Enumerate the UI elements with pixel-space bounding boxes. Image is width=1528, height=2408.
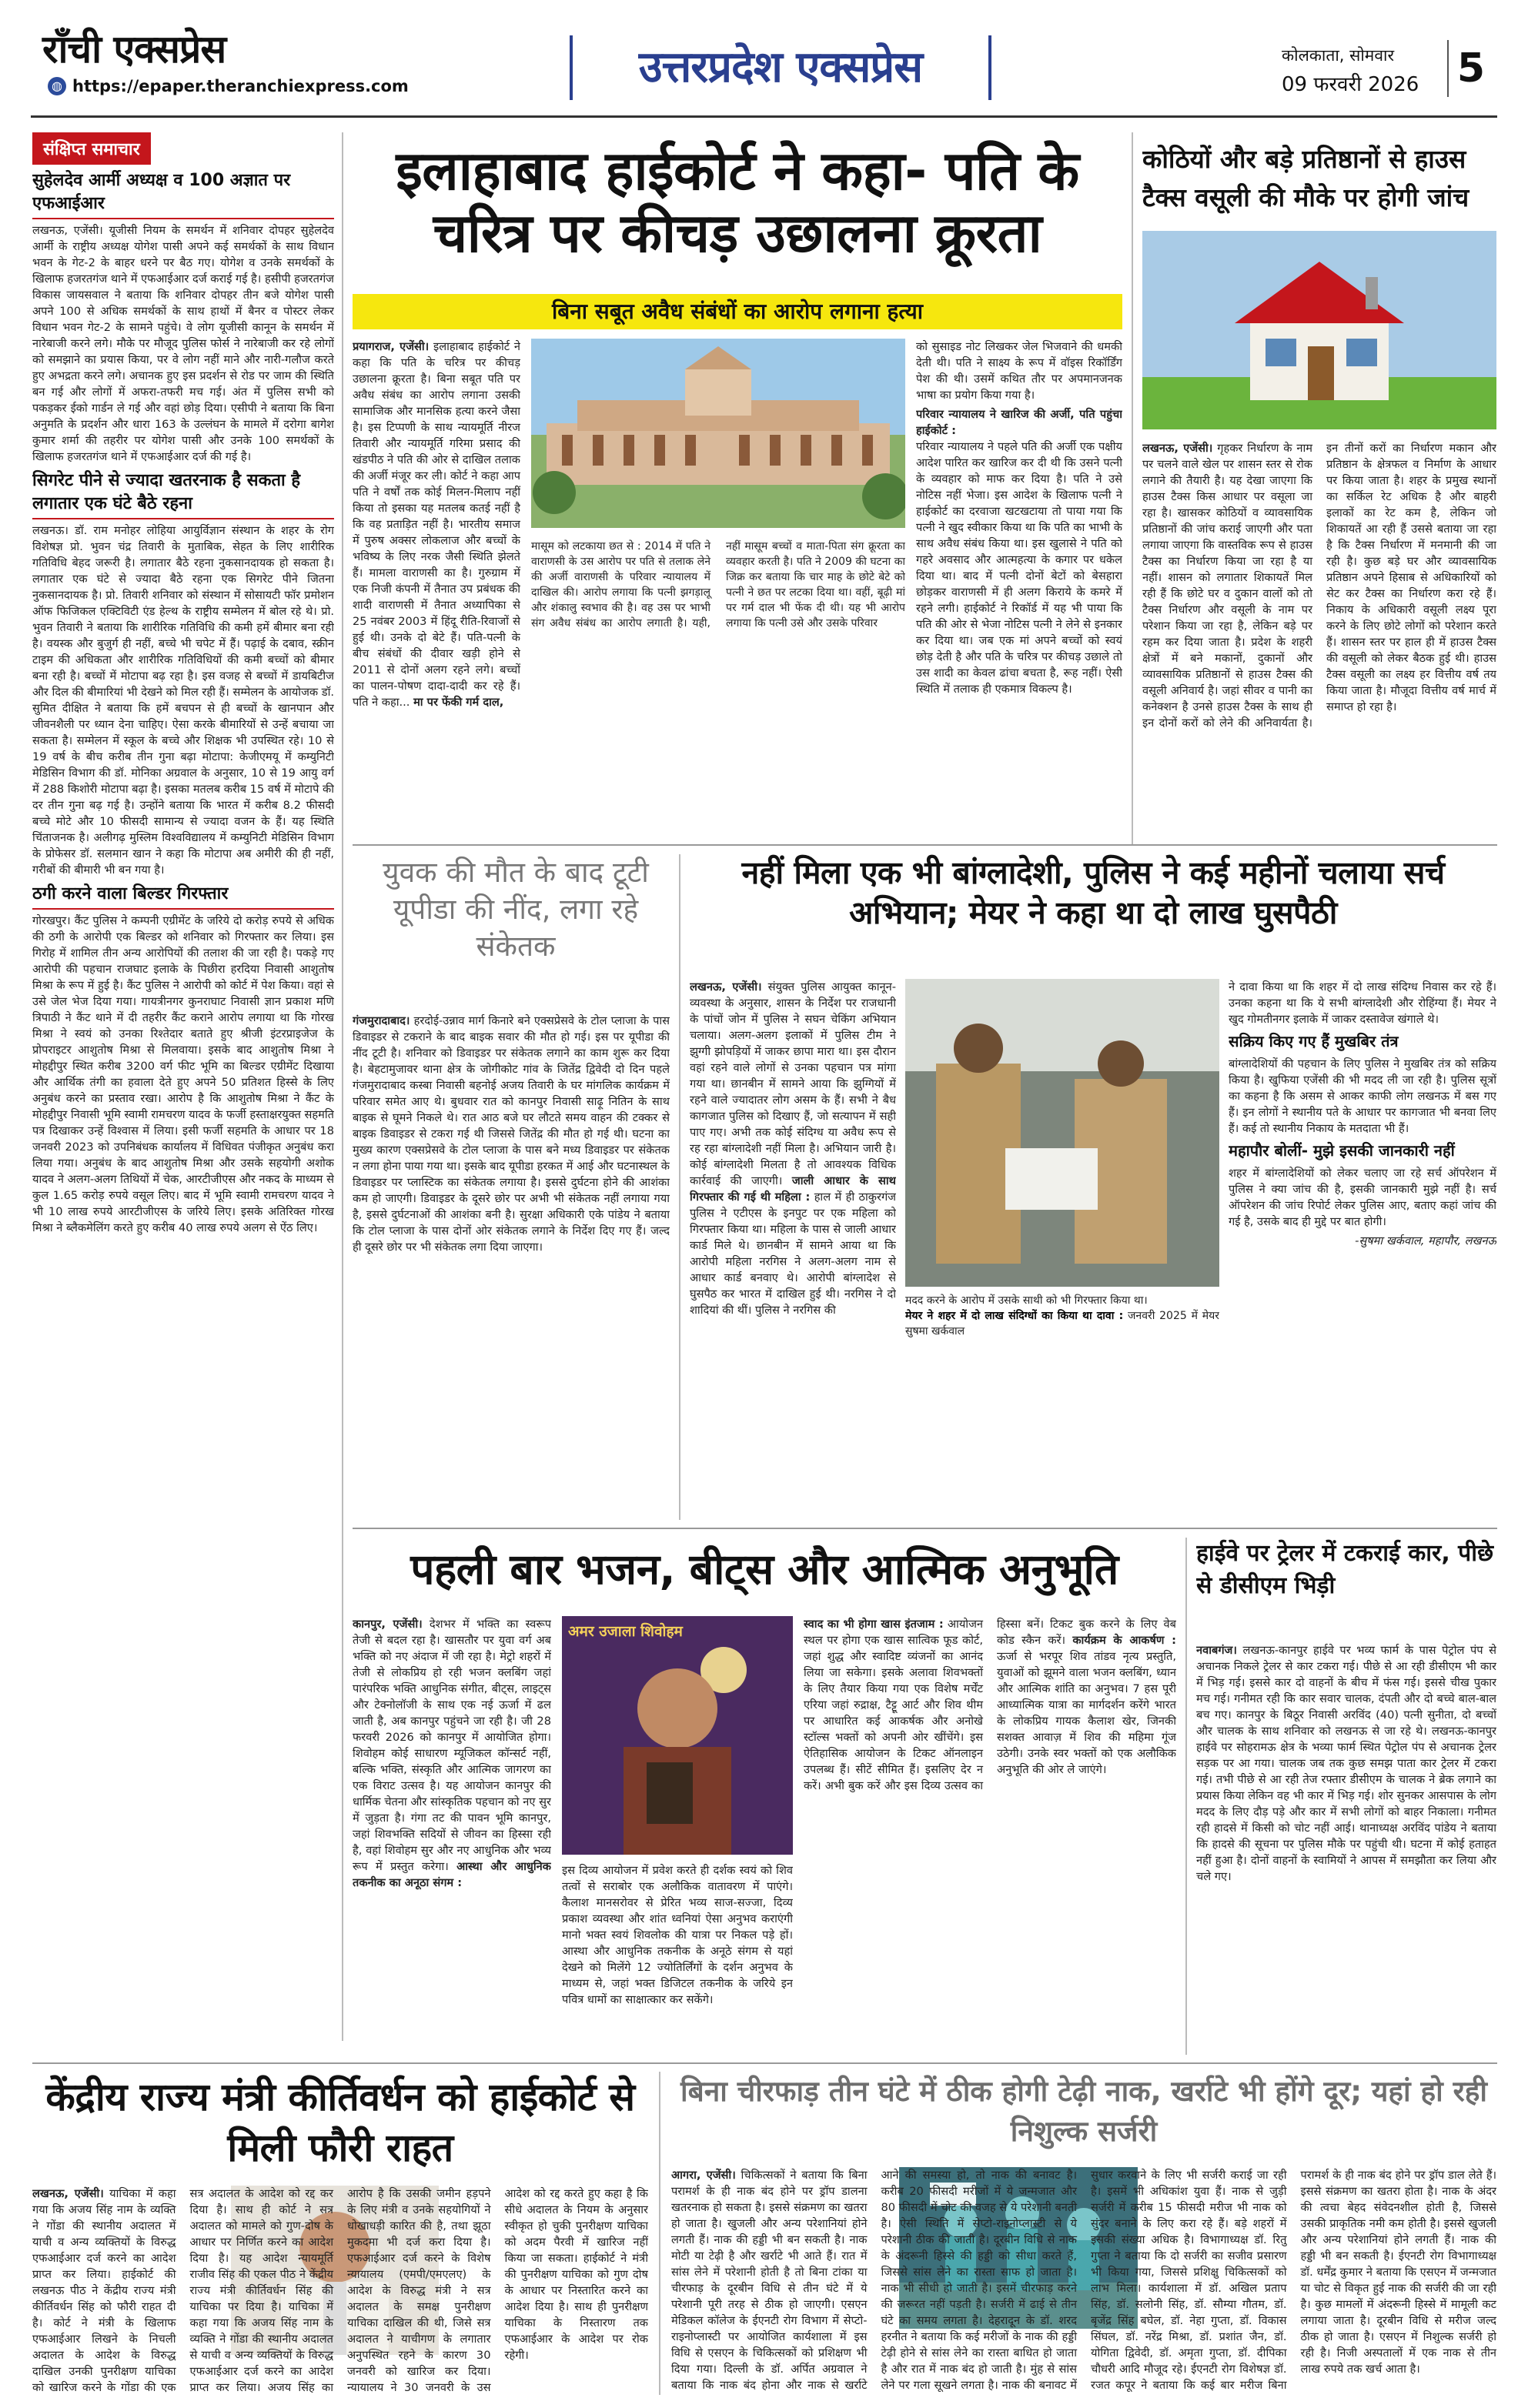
minister-body	[32, 2186, 648, 2401]
minister-divider	[659, 2072, 660, 2395]
brief-2-body: लखनऊ। डॉ. राम मनोहर लोहिया आयुर्विज्ञान संस्थान के शहर के रोग विशेषज्ञ प्रो. भुवन चंद्र तिवारी के मुताबिक, सेहत के लिए शारीरिक गतिविधि बेहद जरूरी है। लगातार बैठे रहना नुकसानदायक हो सकता है। लगातार एक घंटे से ज्यादा बैठे रहना एक सिगरेट पीने जितना नुकसानदायक है। प्रो. तिवारी शनिवार को संस्थान में सोसायटी फॉर प्रमोशन ऑफ फिजिकल एक्टिविटी एंड हेल्थ के राष्ट्रीय सम्मेलन में बोल रहे थे। प्रो. भुवन तिवारी ने बताया कि शारीरिक गतिविधि की कमी हमें बीमार बना रही है। वयस्क और बुजुर्ग ही नहीं, बच्चे भी चपेट में हैं। पढ़ाई के दबाव, स्क्रीन टाइम की अधिकता और शारीरिक गतिविधियों की कमी बच्चों को बीमार बना रही है। बच्चों में मोटापा बढ़ रहा है। इस वजह से बच्चों में डायबिटीज और दिल की बीमारियां भी देखने को मिल रही हैं। सम्मेलन के आयोजक डॉ. सुमित दीक्षित ने बताया कि हमें बचपन से ही बच्चों के खानपान और जीवनशैली पर ध्यान देना चाहिए। ऐसा करके बीमारियों से उन्हें बचाया जा सकता है। सम्मेलन में स्कूल के बच्चे और शिक्षक भी उपस्थित रहे। 10 से 19 वर्ष के बीच करीब तीन गुना बढ़ा मोटापा: केजीएमयू में कम्युनिटी मेडिसिन विभाग की डॉ. मोनिका अग्रवाल के अनुसार, 10 से 19 आयु वर्ग में 288 किशोरी मोटापा बढ़ा है। इसका मतलब करीब 15 वर्ष में मोटापे की दर तीन गुना बढ़ गई है। उन्होंने बताया कि भारत में करीब 8.2 फीसदी बच्चे मोटे और 10 फीसदी सामान्य से ज्यादा वजन के हैं। यह स्थिति चिंताजनक है। अलीगढ़ मुस्लिम विश्वविद्यालय में कम्युनिटी मेडिसिन विभाग के प्रोफेसर डॉ. सलमान खान ने कहा कि मोटापा अब अमीरी की ही नहीं, गरीबों की बीमारी भी बन गया है।	[32, 524, 334, 877]
issue-date: 09 फरवरी 2026	[1282, 73, 1419, 96]
highway-headline: हाईवे पर ट्रेलर में टकराई कार, पीछे से डीसीएम भिड़ी	[1196, 1540, 1494, 1599]
bhajan-sub1-body: इस दिव्य आयोजन में प्रवेश करते ही दर्शक स्वयं को शिव तत्वों से सराबोर एक अलौकिक वातावरण में पाएंगे। कैलाश मानसरोवर से प्रेरित भव्य साज-सज्जा, दिव्य प्रकाश व्यवस्था और शांत ध्वनियां ऐसा अनुभव कराएंगी मानो भक्त स्वयं शिवलोक की यात्रा पर निकल पड़े हों। आस्था और आधुनिक तकनीक के अनूठे संगम से यहां देखने को मिलेंगे 12 ज्योतिर्लिंगों के दर्शन अनुभव के माध्यम से, जहां भक्त डिजिटल तकनीक के जरिये इन पवित्र धामों का साक्षात्कार कर सकेंगे।	[562, 1864, 793, 2006]
bhajan-sub1: आस्था और आधुनिक तकनीक का अनूठा संगम :	[353, 1860, 551, 1889]
bangladeshi-caption-1: मदद करने के आरोप में उसके साथी को भी गिरफ्तार किया था।	[905, 1294, 1148, 1307]
row-3-rule	[32, 2062, 1497, 2064]
row-2-rule	[353, 1528, 1497, 1529]
lead-col3-body: परिवार न्यायालय ने पहले पति की अर्जी एक पक्षीय आदेश पारित कर खारिज कर दी थी कि उसने पत्नी के व्यवहार को माफ कर दिया है। पति ने उसे नोटिस नहीं भेजा। इस आदेश के खिलाफ पत्नी ने हाईकोर्ट का दरवाजा खटखटाया तो पाया गया कि पत्नी ने खुद स्वीकार किया था कि पति का भाभी के साथ अवैध संबंध किया था। इस खुलासे ने पति को गहरे अवसाद और आत्महत्या के कगार पर धकेल दिया था। बाद में पत्नी दोनों बेटों को बेसहारा छोड़कर वाराणसी में ही अलग किराये के कमरे में रहने लगी। हाईकोर्ट ने रिकॉर्ड में यह भी पाया कि पति की ओर से भेजा नोटिस पत्नी ने लेने से इनकार कर दिया था। जब एक मां अपने बच्चों को स्वयं छोड़ देती है और पति के चरित्र पर कीचड़ उछाले तो उस शादी का केवल ढांचा बचता है, रूह नहीं। ऐसी स्थिति में तलाक ही एकमात्र विकल्प है।	[916, 440, 1122, 696]
surgery-body-text: चिकित्सकों ने बताया कि बिना परामर्श के ही नाक बंद होने पर ड्रॉप डालना खतरनाक हो सकता है। इससे संक्रमण का खतरा हो जाता है। खुजली और अन्य परेशानियां होने लगती हैं। नाक की हड्डी भी बन सकती है। नाक मोटी या टेढ़ी है और खर्राटे भी आते हैं। रात में सांस लेने में परेशानी होती है तो बिना टांका या चीरफाड़ के दूरबीन विधि से तीन घंटे में ये परेशानी पूरी तरह से ठीक हो जाएगी। एसएन मेडिकल कॉलेज के ईएनटी रोग विभाग में सेप्टो-राइनोप्लास्टी पर आयोजित कार्यशाला में इस विधि से एसएन के चिकित्सकों को प्रशिक्षण भी दिया गया। दिल्ली के डॉ. अर्पित अग्रवाल ने बताया कि नाक बंद होना और नाक से खर्राटे आने की समस्या हो, तो नाक की बनावट है। करीब 20 फीसदी मरीजों में ये जन्मजात और 80 फीसदी में चोट की वजह से ये परेशानी बनती है। ऐसी स्थिति में सेप्टो-राइनोप्लास्टी से ये परेशानी ठीक की जाती है। दूरबीन विधि से नाक के अंदरूनी हिस्से की हड्डी को सीधा करते हैं, जिससे सांस लेने का रास्ता साफ हो जाता है। नाक भी सीधी हो जाती है। इसमें चीरफाड़ करने की जरूरत नहीं पड़ती है। सर्जरी में ढाई से तीन घंटे का समय लगता है। देहरादून के डॉ. शरद हरनीत ने बताया कि कई मरीजों के नाक की हड्डी टेढ़ी होने से सांस लेने का रास्ता बाधित हो जाता है और रात में नाक बंद हो जाती है। मुंह से सांस लेने पर गला सूखने लगता है। नाक की बनावट में सुधार करवाने के लिए भी सर्जरी कराई जा रही है। इसमें भी अधिकांश युवा हैं। नाक से जुड़ी सर्जरी में करीब 15 फीसदी मरीज भी नाक को सुंदर बनाने के लिए करा रहे हैं। बड़े शहरों में इसकी संख्या अधिक है। विभागाध्यक्ष डॉ. रितु गुप्ता ने बताया कि दो सर्जरी का सजीव प्रसारण भी किया गया, जिससे प्रशिक्षु चिकित्सकों को लाभ मिला। कार्यशाला में डॉ. अखिल प्रताप सिंह, डॉ. सलोनी सिंह, डॉ. सौम्या गौतम, डॉ. बृजेंद्र सिंह बघेल, डॉ. नेहा गुप्ता, डॉ. विकास सिंघल, डॉ. नरेंद्र मिश्रा, डॉ. प्रशांत जैन, डॉ. योगिता द्विवेदी, डॉ. अमृता गुप्ता, डॉ. दीपिका चौधरी आदि मौजूद रहे। ईएनटी रोग विशेषज्ञ डॉ. रजत कपूर ने बताया कि कई बार मरीज बिना परामर्श के ही नाक बंद होने पर ड्रॉप डाल लेते हैं। इससे संक्रमण का खतरा होता है। नाक के अंदर की त्वचा बेहद संवेदनशील होती है, जिससे उसकी प्राकृतिक नमी कम होती है। इससे खुजली और अन्य परेशानियां होने लगती हैं। नाक की हड्डी भी बन सकती है। ईएनटी रोग विभागाध्यक्ष डॉ. धर्मेंद्र कुमार ने बताया कि एसएन में जन्मजात या चोट से विकृत हुई नाक की सर्जरी की जा रही है। कुछ मामलों में अंदरूनी हिस्से में मामूली कट लगाया जाता है। दूरबीन विधि से मरीज जल्द ठीक हो जाता है। एसएन में निशुल्क सर्जरी हो रही है। निजी अस्पतालों में एक नाक से तीन लाख रुपये तक खर्च आता है।	[671, 2169, 1496, 2392]
brief-2-title: सिगरेट पीने से ज्यादा खतरनाक है सकता है लगातार एक घंटे बैठे रहना	[32, 469, 334, 519]
lead-col-3	[916, 339, 1122, 831]
bangladeshi-caption-2: मेयर ने शहर में दो लाख संदिग्धों का किया था दावा :	[905, 1310, 1124, 1322]
bhajan-sub3: कार्यक्रम के आकर्षण :	[1072, 1634, 1176, 1647]
bangladeshi-dateline: लखनऊ, एजेंसी।	[690, 980, 762, 994]
police-photo	[905, 979, 1219, 1287]
lead-subheadline-bar	[353, 294, 1122, 329]
event-logo: अमर उजाला शिवोहम	[568, 1623, 683, 1640]
surgery-headline: बिना चीरफाड़ तीन घंटे में ठीक होगी टेढ़ी नाक, खर्राटे भी होंगे दूर; यहां हो रही निशुल्क सर्जरी	[680, 2075, 1487, 2148]
lead-col3-text: को सुसाइड नोट लिखकर जेल भिजवाने की धमकी देती थी। पति ने साक्ष्य के रूप में वॉइस रिकॉर्डिंग पेश की थी। उसमें कथित तौर पर अपमानजनक भाषा का प्रयोग किया गया है।	[916, 340, 1122, 402]
brief-3-title: ठगी करने वाला बिल्डर गिरफ्तार	[32, 883, 334, 910]
lead-divider	[1132, 132, 1133, 844]
bangladeshi-sub2: सक्रिय किए गए हैं मुखबिर तंत्र	[1229, 1032, 1399, 1050]
tax-body-text: गृहकर निर्धारण के नाम पर चलने वाले खेल पर शासन स्तर से रोक लगाने की तैयारी है। यह देखा जाएगा कि हाउस टैक्स किस आधार पर वसूला जा रहा है। खासकर कोठियों व व्यावसायिक प्रतिष्ठानों की जांच कराई जाएगी और पता लगाया जाएगा कि वास्तविक रूप से हाउस टैक्स का निर्धारण किया जा रहा है या नहीं। शासन को लगातार शिकायतें मिल रही हैं कि छोटे घर व दुकान वालों को तो टैक्स निर्धारण और वसूली के नाम पर परेशान किया जा रहा है, लेकिन बड़े पर रहम कर दिया जाता है। प्रदेश के शहरी क्षेत्रों में बने मकानों, दुकानों और व्यावसायिक प्रतिष्ठानों से हाउस टैक्स की वसूली अनिवार्य है। जहां सीवर व पानी का कनेक्शन है उनसे हाउस टैक्स के साथ ही इन दोनों करों को लेने की अनिवार्यता है। इन तीनों करों का निर्धारण मकान और प्रतिष्ठान के क्षेत्रफल व निर्माण के आधार पर किया जाता है। शहर के प्रमुख स्थानों का सर्किल रेट अधिक है और बाहरी इलाकों का रेट कम है, लेकिन जो शिकायतें आ रही हैं उससे बताया जा रहा है कि टैक्स निर्धारण में मनमानी की जा रही है। कुछ बड़े घर और व्यावसायिक प्रतिष्ठान अपने हिसाब से अधिकारियों को सेट कर टैक्स का निर्धारण करा रहे हैं। निकाय के अधिकारी वसूली लक्ष्य पूरा करने के लिए छोटे लोगों को परेशान करते हैं। शासन स्तर पर हाल ही में हाउस टैक्स की वसूली को लेकर बैठक हुई थी। हाउस टैक्स वसूली का लक्ष्य हर वित्तीय वर्ष तय किया जाता है। मौजूदा वित्तीय वर्ष मार्च में समाप्त हो रहा है।	[1142, 442, 1496, 730]
bangladeshi-caption-2-body: जनवरी 2025 में मेयर सुषमा खर्कवाल	[905, 1310, 1219, 1338]
page-number: 5	[1447, 40, 1493, 97]
bhajan-col-3	[804, 1616, 1176, 2055]
bangladeshi-headline: नहीं मिला एक भी बांग्लादेशी, पुलिस ने कई महीनों चलाया सर्च अभियान; मेयर ने कहा था दो लाख घुसपैठी	[741, 854, 1445, 931]
lead-col-2	[531, 539, 905, 831]
lead-photo-caption: मासूम को लटकाया छत से : 2014 में पति ने वाराणसी के उस आरोप पर पति से तलाक लेने की अर्जी वाराणसी के परिवार न्यायालय में दाखिल की। आरोप लगाया कि पत्नी झगड़ालू और शंकालु स्वभाव की है। वह उस पर भाभी संग अवैध संबंध का आरोप लगाती है। यही, नहीं मासूम बच्चों व माता-पिता संग क्रूरता का व्यवहार करती है। पति ने 2009 की घटना का जिक्र कर बताया कि चार माह के छोटे बेटे को पत्नी ने छत पर लटका दिया था। वहीं, बूढ़ी मां पर गर्म दाल भी फेंक दी थी। यह भी आरोप लगाया कि पत्नी उसे और उसके परिवार	[531, 540, 905, 630]
bhajan-dateline: कानपुर, एजेंसी।	[353, 1618, 423, 1631]
tax-headline: कोठियों और बड़े प्रतिष्ठानों से हाउस टैक्स वसूली की मौके पर होगी जांच	[1142, 144, 1469, 212]
brief-1-title: सुहेलदेव आर्मी अध्यक्ष व 100 अज्ञात पर एफआईआर	[32, 169, 334, 219]
house-photo	[1142, 231, 1496, 429]
lead-body: इलाहाबाद हाईकोर्ट ने कहा कि पति के चरित्र पर कीचड़ उछालना क्रूरता है। बिना सबूत पति पर अवैध संबंध का आरोप लगाना उसकी सामाजिक और मानसिक हत्या करने जैसा है। इस टिप्पणी के साथ न्यायमूर्ति नीरज तिवारी और न्यायमूर्ति गरिमा प्रसाद की खंडपीठ ने पति की ओर से दाखिल तलाक की अर्जी मंजूर कर ली। कोर्ट ने कहा आप पति ने वर्षों तक कोई मिलन-मिलाप नहीं किया तो इसका यह मतलब कतई नहीं है कि वह प्रताड़ित नहीं है। भारतीय समाज में पुरुष अक्सर लोकलाज और बच्चों के भविष्य के लिए नरक जैसी स्थिति झेलते हैं। मामला वाराणसी का है। गुरुग्राम में एक निजी कंपनी में तैनात उप प्रबंधक की शादी वाराणसी में तैनात अध्यापिका से 25 नवंबर 2003 में हिंदू रीति-रिवाजों से हुई थी। उनके दो बेटे हैं। पति-पत्नी के बीच संबंधों की दीवार खड़ी होने से 2011 से दोनों अलग रहने लगे। बच्चों का पालन-पोषण दादा-दादी कर रहे हैं। पति ने कहा...	[353, 340, 520, 709]
kailash-kher-photo	[562, 1616, 793, 1855]
bangladeshi-sub1: जाली आधार के साथ गिरफ्तार की गई थी महिला :	[690, 1174, 896, 1204]
youth-dateline: गंजमुरादाबाद।	[353, 1014, 410, 1027]
city-day: कोलकाता, सोमवार	[1282, 46, 1395, 65]
lead-jump: मा पर फेंकी गर्म दाल,	[413, 696, 504, 709]
youth-body	[353, 1013, 670, 1521]
bhajan-body: देशभर में भक्ति का स्वरूप तेजी से बदल रहा है। खासतौर पर युवा वर्ग अब भक्ति को नए अंदाज में जी रहा है। मेट्रो शहरों में तेजी से लोकप्रिय हो रही भजन क्लबिंग जहां पारंपरिक भक्ति आधुनिक संगीत, बीट्स, लाइट्स और टेक्नोलॉजी के साथ एक नई ऊर्जा में ढल जाती है, अब कानपुर पहुंचने जा रही है। जी 28 फरवरी 2026 को कानपुर में आयोजित होगा। शिवोहम कोई साधारण म्यूजिकल कॉन्सर्ट नहीं, बल्कि भक्ति, संस्कृति और आत्मिक जागरण का एक विराट उत्सव है। यह आयोजन कानपुर की धार्मिक चेतना और सांस्कृतिक पहचान को नए सुर में जुड़ता है। गंगा तट की पावन भूमि कानपुर, जहां शिवभक्ति सदियों से जीवन का हिस्सा रही है, वहां शिवोहम सुर और नए आधुनिक और भव्य रूप में प्रस्तुत करेगा।	[353, 1618, 551, 1873]
lead-col3-sub: परिवार न्यायालय ने खारिज की अर्जी, पति पहुंचा हाईकोर्ट :	[916, 408, 1122, 437]
bangladeshi-col-2	[1229, 979, 1496, 1518]
paper-logo[interactable]: राँची एक्सप्रेस	[42, 27, 226, 72]
youth-divider	[679, 854, 680, 1520]
minister-body-text: याचिका में कहा गया कि अजय सिंह नाम के व्यक्ति ने गोंडा की स्थानीय अदालत में याची व अन्य व्यक्तियों के विरुद्ध एफआईआर दर्ज करने का आदेश प्राप्त कर लिया। हाईकोर्ट की लखनऊ पीठ ने केंद्रीय राज्य मंत्री कीर्तिवर्धन सिंह को फौरी राहत दी है। कोर्ट ने मंत्री के खिलाफ एफआईआर लिखने के निचली अदालत के आदेश के विरुद्ध दाखिल उनकी पुनरीक्षण याचिका को खारिज करने के गोंडा की एक सत्र अदालत के आदेश को रद्द कर दिया है। साथ ही कोर्ट ने सत्र अदालत को मामले को गुण-दोष के आधार पर निर्णित करने का आदेश दिया है। यह आदेश न्यायमूर्ति राजीव सिंह की एकल पीठ ने केंद्रीय राज्य मंत्री कीर्तिवर्धन सिंह की याचिका पर दिया है। याचिका में कहा गया कि अजय सिंह नाम के व्यक्ति ने गोंडा की स्थानीय अदालत से याची व अन्य व्यक्तियों के विरुद्ध एफआईआर दर्ज करने का आदेश प्राप्त कर लिया। अजय सिंह का आरोप है कि उसकी जमीन हड़पने के लिए मंत्री व उनके सहयोगियों ने धोखाधड़ी कारित की है, तथा झूठा मुकदमा भी दर्ज करा दिया है। एफआईआर दर्ज करने के विशेष न्यायालय (एमपी/एमएलए) के आदेश के विरुद्ध मंत्री ने सत्र अदालत के समक्ष पुनरीक्षण याचिका दाखिल की थी, जिसे सत्र अदालत ने याचीगण के लगातार अनुपस्थित रहने के कारण 30 जनवरी को खारिज कर दिया। न्यायालय ने 30 जनवरी के उस आदेश को रद्द करते हुए कहा है कि सीधे अदालत के नियम के अनुसार स्वीकृत हो चुकी पुनरीक्षण याचिका को अदम पैरवी में खारिज नहीं किया जा सकता। हाईकोर्ट ने मंत्री की पुनरीक्षण याचिका को गुण दोष के आधार पर निस्तारित करने का आदेश दिया है। साथ ही पुनरीक्षण याचिका के निस्तारण तक एफआईआर के आदेश पर रोक रहेगी।	[32, 2187, 648, 2394]
briefs-column	[32, 132, 334, 2041]
bhajan-col-1	[353, 1616, 551, 2055]
briefs-label: संक्षिप्त समाचार	[32, 132, 151, 165]
youth-body-text: हरदोई-उन्नाव मार्ग किनारे बने एक्सप्रेसवे के टोल प्लाजा के पास डिवाइडर से टकराने के बाद बाइक सवार की मौत हो गई। इस पर यूपीडा की नींद टूटी है। शनिवार को डिवाइडर पर संकेतक लगाने का काम शुरू कर दिया है। बेहटामुजावर थाना क्षेत्र के जोगीकोट गांव के जितेंद्र द्विवेदी दो दिन पहले गंजमुरादाबाद कस्बा निवासी बहनोई अजय तिवारी के घर मांगलिक कार्यक्रम में परिवार समेत आए थे। बुधवार रात को कानपुर निवासी साढ़ू नितिन के साथ बाइक से घूमने निकले थे। रात आठ बजे घर लौटते समय वाहन की टक्कर से बाइक डिवाइडर से टकरा गई थी जिससे जितेंद्र की मौत हो गई थी। घटना का मुख्य कारण एक्सप्रेसवे के टोल प्लाजा के पास बने मध्य डिवाइडर पर संकेतक न लगा होना पाया गया था। इसके बाद यूपीडा हरकत में आई और घटनास्थल के डिवाइडर पर प्लास्टिक का संकेतक लगाया है। इससे दुर्घटना होने की आशंका कम हो जाएगी। डिवाइडर के दूसरे छोर पर अभी भी संकेतक नहीं लगाया गया है, इससे दुर्घटनाओं की आशंका बनी है। सुरक्षा अधिकारी एके पांडेय ने बताया कि टोल प्लाजा के पास दोनों ओर संकेतक लगाने के निर्देश दिए गए हैं। जल्द ही दूसरे छोर पर भी संकेतक लगा दिया जाएगा।	[353, 1014, 670, 1254]
bangladeshi-sub3-body: शहर में बांग्लादेशियों को लेकर चलाए जा रहे सर्च ऑपरेशन में पुलिस ने क्या जांच की है, इसकी जानकारी मुझे नहीं है। सर्च ऑपरेशन की जांच रिपोर्ट लेकर पुलिस आए, बताए कहां जांच की गई है, उसके बाद ही मुद्दे पर बात होगी।	[1229, 1167, 1496, 1228]
brief-1-body: लखनऊ, एजेंसी। यूजीसी नियम के समर्थन में शनिवार दोपहर सुहेलदेव आर्मी के राष्ट्रीय अध्यक्ष योगेश पासी अपने कई समर्थकों के साथ विधान भवन के गेट-2 के बाहर धरने पर बैठ गए। योगेश व उनके समर्थकों के खिलाफ हजरतगंज थाने में एफआईआर दर्ज कराई गई है। हसीपी हजरतगंज विकास जायसवाल ने बताया कि शनिवार दोपहर तीन बजे योगेश पासी अपने 100 से अधिक समर्थकों के साथ हाथों में बैनर व पोस्टर लेकर विधान भवन गेट-2 के सामने पहुंचे। वे लोग यूजीसी कानून के समर्थन में नारेबाजी करने लगे। मौके पर मौजूद पुलिस फोर्स ने नारेबाजी कर रहे लोगों को समझाने का प्रयास किया, पर वे लोग नहीं माने और नारी-गलौज करते हुए अभद्रता करने लगे। अचानक हुए इस प्रदर्शन से रोड पर जाम की स्थिति बन गई और लोगों में अफरा-तफरी मच गई। अंत में पुलिस सभी को पकड़कर ईको गार्डन ले गई और वहां छोड़ दिया। एसीपी ने बताया कि बिना अनुमति के प्रदर्शन और धारा 163 के उल्लंघन के मामले में दरोगा बागेश कुमार शर्मा की तहरीर पर योगेश पासी और उनके 100 समर्थकों के खिलाफ हजरतगंज थाने में एफआईआर दर्ज की गई है।	[32, 224, 334, 463]
bangladeshi-sub1-body: हाल में ही ठाकुरगंज पुलिस ने एटीएस के इनपुट पर एक महिला को गिरफ्तार किया था। महिला के पास से जाली आधार कार्ड मिले थे। छानबीन में सामने आया था कि आरोपी महिला नरगिस ने अलग-अलग नाम से आधार कार्ड बनवाए थे। आरोपी बांग्लादेश से घुसपैठ कर भारत में दाखिल हुई थी। नरगिस ने दो शादियां की थीं। पुलिस ने नरगिस की	[690, 1191, 896, 1317]
website-link[interactable]: https://epaper.theranchiexpress.com	[72, 77, 409, 95]
masthead	[0, 0, 1528, 108]
bangladeshi-sub3: महापौर बोलीं- मुझे इसकी जानकारी नहीं	[1229, 1141, 1455, 1160]
lead-dateline: प्रयागराज, एजेंसी।	[353, 340, 430, 353]
youth-headline: युवक की मौत के बाद टूटी यूपीडा की नींद, लगा रहे संकेतक	[383, 856, 649, 963]
masthead-rule	[31, 115, 1497, 118]
briefs-divider	[342, 132, 343, 2041]
bhajan-divider	[1185, 1538, 1187, 2055]
bhajan-headline: पहली बार भजन, बीट्स और आत्मिक अनुभूति	[410, 1545, 1118, 1594]
section-title: उत्तरप्रदेश एक्सप्रेस	[638, 42, 923, 92]
tax-body	[1142, 440, 1496, 833]
row-1-rule	[353, 844, 1497, 846]
minister-dateline: लखनऊ, एजेंसी।	[32, 2187, 104, 2200]
section-badge	[570, 35, 991, 100]
highway-body-text: लखनऊ-कानपुर हाईवे पर भव्य फार्म के पास पेट्रोल पंप से अचानक निकले ट्रेलर से कार टकरा गई। पीछे से आ रही डीसीएम भी कार में भिड़ गई। इससे कार दो वाहनों के बीच में फंस गई। इससे चीख पुकार मच गई। गनीमत रही कि कार सवार चालक, दंपती और दो बच्चे बाल-बाल बच गए। कानपुर के बिठूर निवासी अरविंद (40) पत्नी सुनीता, दो बच्चों और चालक के साथ शनिवार को लखनऊ से जा रहे थे। लखनऊ-कानपुर हाईवे पर सोहरामऊ क्षेत्र के भव्या फार्म स्थित पेट्रोल पंप से अचानक ट्रेलर सड़क पर आ गया। चालक जब तक कुछ समझ पाता कार ट्रेलर में टकरा गई। तभी पीछे से आ रही तेज रफ्तार डीसीएम के चालक ने ब्रेक लगाने का प्रयास किया लेकिन वह भी कार में भिड़ गई। शोर सुनकर आसपास के लोग मदद के लिए दौड़ पड़े और कार में सभी लोगों को बाहर निकाला। गनीमत रही हादसे में किसी को चोट नहीं आई। थानाध्यक्ष अरविंद पांडेय ने बताया कि हादसे की सूचना पर पुलिस मौके पर पहुंची थी। घटना में कोई हताहत नहीं हुआ है। दोनों वाहनों के स्वामियों ने आपस में समझौता कर लिया और चले गए।	[1196, 1644, 1496, 1883]
highway-body	[1196, 1642, 1496, 2055]
bangladeshi-col2-text: ने दावा किया था कि शहर में दो लाख संदिग्ध निवास कर रहे हैं। उनका कहना था कि ये सभी बांग्लादेशी और रोहिंग्या हैं। मेयर ने खुद गोमतीनगर इलाके में जाकर दस्तावेज खंगाले थे।	[1229, 980, 1496, 1026]
bhajan-sub2: स्वाद का भी होगा खास इंतजाम :	[804, 1618, 944, 1631]
bhajan-sub2-body: आयोजन स्थल पर होगा एक खास सात्विक फूड कोर्ट, जहां शुद्ध और स्वादिष्ट व्यंजनों का आनंद लिया जा सकेगा। इसके अलावा शिवभक्तों के लिए तैयार किया गया एक विशेष मर्चेंट एरिया जहां रुद्राक्ष, टैट्टू आर्ट और शिव थीम पर आधारित कई आकर्षक और अनोखे स्टॉल्स भक्तों को अपनी ओर खींचेंगे। इस ऐतिहासिक आयोजन के टिकट ऑनलाइन उपलब्ध हैं। सीटें सीमित हैं। इसलिए देर न करें। अभी बुक करें और इस दिव्य उत्सव का हिस्सा बनें। टिकट बुक करने के लिए वेब कोड स्कैन करें।	[804, 1618, 1176, 1792]
bhajan-sub3-body: ऊर्जा से भरपूर शिव तांडव नृत्य प्रस्तुति, युवाओं को झूमने वाला भजन क्लबिंग, ध्यान और आत्मिक शांति का अनुभव। 7 हस पूरी आध्यात्मिक यात्रा का मार्गदर्शन करेंगे भारत के लोकप्रिय गायक कैलाश खेर, जिनकी सशक्त आवाज़ में शिव की महिमा गूंज उठेगी। उनके स्वर भक्तों को एक अलौकिक अनुभूति की ओर ले जाएंगे।	[997, 1650, 1176, 1776]
surgery-dateline: आगरा, एजेंसी।	[671, 2169, 736, 2182]
brief-3-body: गोरखपुर। कैंट पुलिस ने कम्पनी एग्रीमेंट के जरिये दो करोड़ रुपये से अधिक की ठगी के आरोपी एक बिल्डर को शनिवार को गिरफ्तार कर लिया। इस गिरोह में शामिल तीन अन्य आरोपियों की तलाश की जा रही है। पकड़े गए आरोपी की पहचान राजघाट इलाके के पिछीरा हरदिया निवासी आशुतोष मिश्रा के रूप में हुई है। कैंट पुलिस ने आरोपी को कोर्ट में पेश किया। वहां से उसे जेल भेज दिया गया। गायत्रीनगर कुनराघाट निवासी ज्ञान प्रकाश मणि त्रिपाठी ने कैंट थाने में दी तहरीर कैंट कराने आरोप लगाया था कि गोरख मिश्रा ने स्वयं को उनका रिश्तेदार बताते हुए श्रीजी इंटरप्राइजेज के प्रोपराइटर आशुतोष मिश्रा से मिलवाया। इसके बाद आशुतोष मिश्रा ने मोहद्दीपुर स्थित करीब 3200 वर्ग फीट भूमि का बिल्डर एग्रीमेंट दिखाया और आर्थिक तंगी का हवाला देते हुए अपने 50 प्रतिशत हिस्से के लिए अनुबंध करने का प्रस्ताव रखा। आरोप है कि आशुतोष मिश्रा ने कैंट के मोहद्दीपुर निवासी भूमि स्वामी रामचरण यादव के फर्जी हस्ताक्षरयुक्त सहमति पत्र दिखाकर उन्हें विश्वास में लिया। इसी फर्जी सहमति के आधार पर 18 जनवरी 2023 को उपनिबंधक कार्यालय में विधिवत पंजीकृत अनुबंध करा लिया गया। अनुबंध के बाद आशुतोष मिश्रा और उसके सहयोगी अशोक यादव ने अलग-अलग तिथियों में चेक, आरटीजीएस और नकद के माध्यम से कुल 1.65 करोड़ रुपये वसूल लिए। बाद में भूमि स्वामी रामचरण यादव ने भी 10 लाख रुपये आरटीजीएस के जरिये लिए। इसके अतिरिक्त गोरख मिश्रा ने ब्लैकमेलिंग करते हुए करीब 40 लाख रुपये अलग से ऐंठ लिए।	[32, 914, 334, 1234]
bangladeshi-body: संयुक्त पुलिस आयुक्त कानून-व्यवस्था के अनुसार, शासन के निर्देश पर राजधानी के पांचों जोन में पुलिस ने सघन चेकिंग अभियान चलाया। अलग-अलग इलाकों में पुलिस टीम ने झुग्गी झोपड़ियों में जाकर छापा मारा था। इस दौरान वहां रहने वाले लोगों से उनका पहचान पत्र मांगा गया था। छानबीन में सामने आया कि झुग्गियों में रहने वाले ज्यादातर लोग असम के हैं। सभी ने बैध कागजात पुलिस को दिखाए हैं, जो सत्यापन में सही पाए गए। अभी तक कोई संदिग्ध या अवैध रूप से रह रहा बांग्लादेशी नहीं मिला है। अभियान जारी है। कोई बांग्लादेशी मिलता है तो आवश्यक विधिक कार्रवाई की जाएगी।	[690, 980, 896, 1187]
surgery-body	[671, 2167, 1496, 2398]
bhajan-col-2	[562, 1862, 793, 2055]
bangladeshi-col-1	[690, 979, 896, 1518]
highway-dateline: नवाबगंज।	[1196, 1644, 1237, 1657]
minister-headline: केंद्रीय राज्य मंत्री कीर्तिवर्धन को हाईकोर्ट से मिली फौरी राहत	[45, 2075, 635, 2170]
lead-headline: इलाहाबाद हाईकोर्ट ने कहा- पति के चरित्र पर कीचड़ उछालना क्रूरता	[396, 140, 1079, 266]
high-court-photo	[531, 339, 905, 528]
mayor-signature: -सुषमा खर्कवाल, महापौर, लखनऊ	[1355, 1234, 1496, 1247]
bangladeshi-sub2-body: बांग्लादेशियों की पहचान के लिए पुलिस ने मुखबिर तंत्र को सक्रिय किया है। खुफिया एजेंसी की भी मदद ली जा रही है। पुलिस सूत्रों का कहना है कि असम से आकर काफी लोग लखनऊ में बस गए हैं। इन लोगों ने स्थानीय पते के आधार पर कागजात भी बनवा लिए हैं। कई तो स्थानीय निकाय के मतदाता भी हैं।	[1229, 1057, 1496, 1135]
bangladeshi-captions	[905, 1293, 1219, 1516]
tax-dateline: लखनऊ, एजेंसी।	[1142, 442, 1213, 455]
globe-icon: ◍	[48, 77, 66, 95]
lead-subheadline: बिना सबूत अवैध संबंधों का आरोप लगाना हत्या	[552, 299, 923, 324]
lead-col-1	[353, 339, 520, 831]
